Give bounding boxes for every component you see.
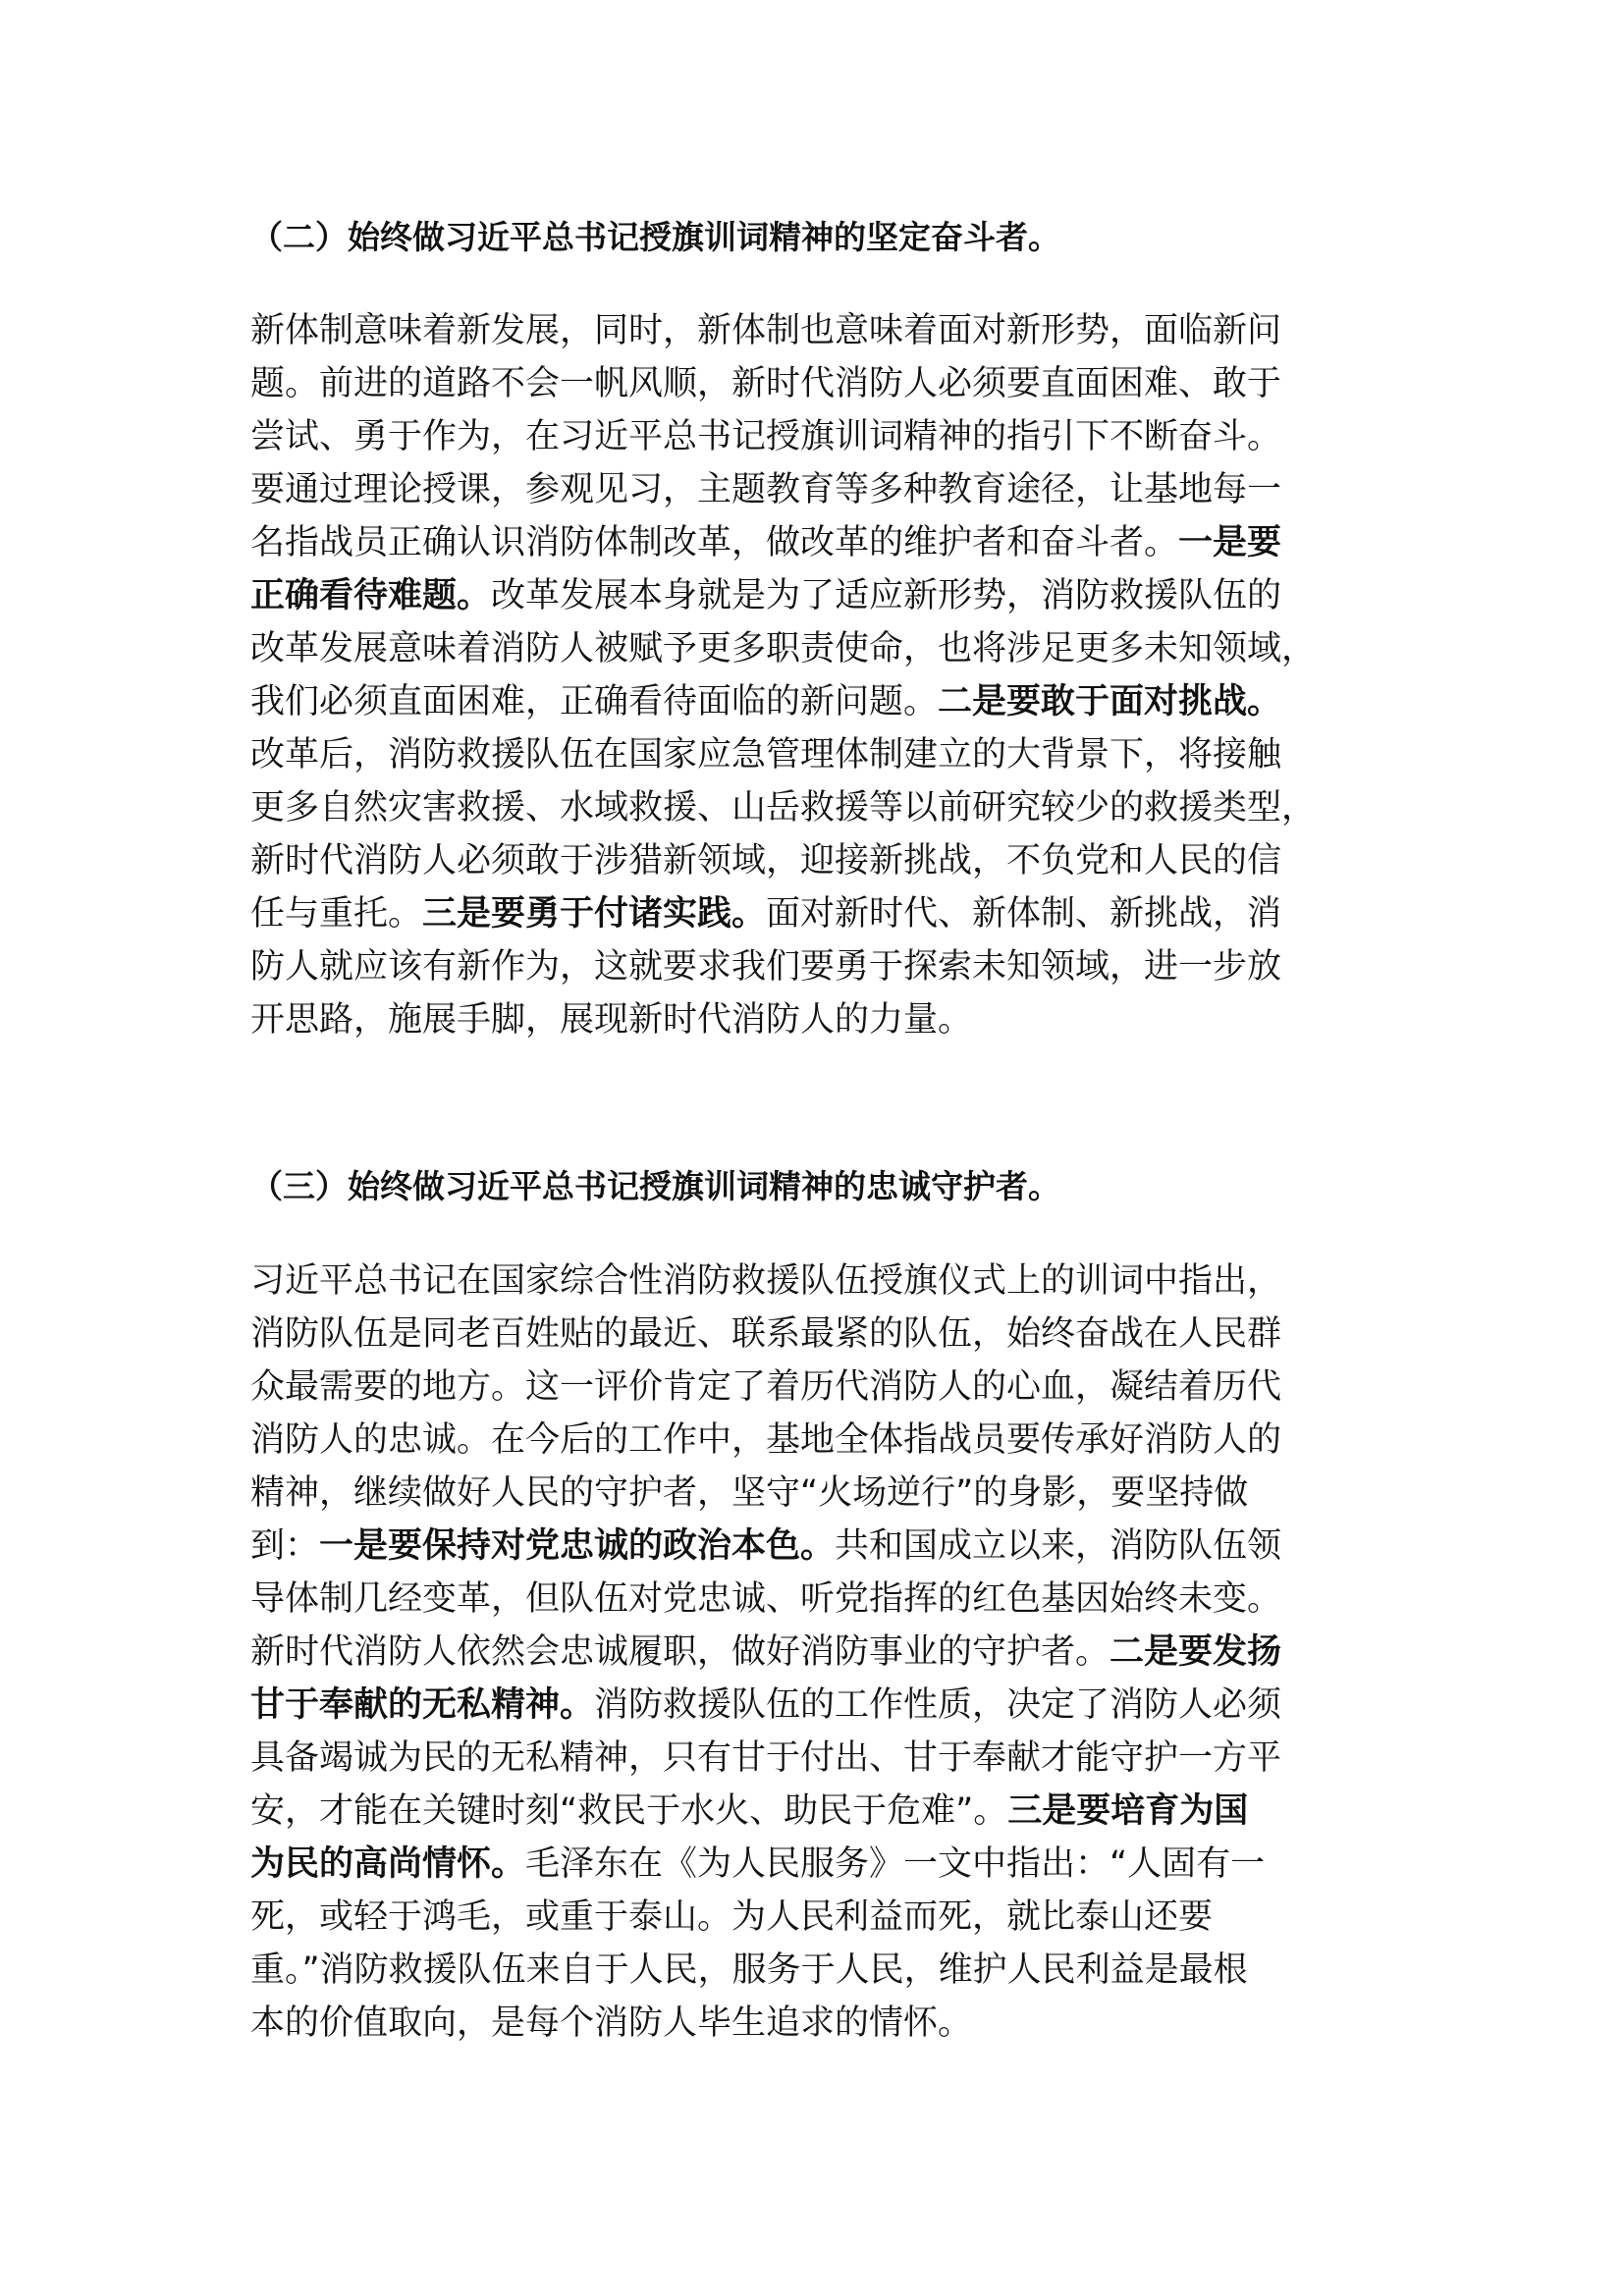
text-line (250, 1308, 1281, 1361)
text-run: 本的价值取向，是每个消防人毕生追求的情怀。 (250, 2003, 973, 2043)
bold-text-run: 一是要保持对党忠诚的政治本色。 (319, 1526, 836, 1566)
text-line (250, 1520, 1281, 1573)
text-run: 毛泽东在《为人民服务》一文中指出：“人固有一 (525, 1844, 1266, 1884)
text-line (250, 1414, 1281, 1467)
bold-text-run: 三是要勇于付诸实践。 (422, 894, 767, 934)
text-line (250, 1361, 1281, 1414)
section-2-paragraph (250, 304, 1316, 1046)
text-run: 题。前进的道路不会一帆风顺，新时代消防人必须要直面困难、敢于 (250, 364, 1282, 403)
text-run: 导体制几经变革，但队伍对党忠诚、听党指挥的红色基因始终未变。 (250, 1579, 1282, 1619)
text-run: 消防队伍是同老百姓贴的最近、联系最紧的队伍，始终奋战在人民群 (250, 1314, 1282, 1354)
text-line (250, 304, 1316, 357)
text-line (250, 1997, 1281, 2050)
text-run: 安，才能在关键时刻“救民于水火、助民于危难”。 (250, 1791, 1008, 1831)
text-run: 新时代消防人依然会忠诚履职，做好消防事业的守护者。 (250, 1632, 1110, 1672)
text-line (250, 728, 1316, 781)
text-line (250, 993, 1316, 1046)
text-run: 消防救援队伍的工作性质，决定了消防人必须 (594, 1685, 1282, 1725)
text-line (250, 463, 1316, 516)
bold-text-run: 二是要发扬 (1110, 1632, 1282, 1672)
text-line (250, 1732, 1281, 1785)
text-run: 改革发展意味着消防人被赋予更多职责使命，也将涉足更多未知领域， (250, 629, 1317, 668)
text-line (250, 675, 1316, 728)
text-run: 具备竭诚为民的无私精神，只有甘于付出、甘于奉献才能守护一方平 (250, 1738, 1282, 1778)
text-run: 精神，继续做好人民的守护者，坚守“火场逆行”的身影，要坚持做 (250, 1473, 1249, 1513)
section-2-heading: （二）始终做习近平总书记授旗训词精神的坚定奋斗者。 (250, 218, 1060, 256)
section-3-heading: （三）始终做习近平总书记授旗训词精神的忠诚守护者。 (250, 1167, 1060, 1205)
bold-text-run: 甘于奉献的无私精神。 (250, 1685, 595, 1725)
text-run: 共和国成立以来，消防队伍领 (835, 1526, 1282, 1566)
text-run: 我们必须直面困难，正确看待面临的新问题。 (250, 682, 939, 721)
text-line (250, 1891, 1281, 1944)
text-run: 消防人的忠诚。在今后的工作中，基地全体指战员要传承好消防人的 (250, 1420, 1282, 1460)
bold-text-run: 正确看待难题。 (250, 576, 492, 615)
text-line (250, 357, 1316, 410)
text-run: 任与重托。 (250, 894, 423, 934)
section-3-paragraph (250, 1255, 1281, 2050)
bold-text-run: 为民的高尚情怀。 (250, 1844, 526, 1884)
text-run: 防人就应该有新作为，这就要求我们要勇于探索未知领域，进一步放 (250, 947, 1282, 987)
document-page (250, 0, 1380, 2296)
text-line (250, 1573, 1281, 1626)
text-run: 改革发展本身就是为了适应新形势，消防救援队伍的 (491, 576, 1282, 615)
text-line (250, 569, 1316, 622)
text-line (250, 940, 1316, 993)
bold-text-run: 二是要敢于面对挑战。 (938, 682, 1282, 721)
text-run: 新时代消防人必须敢于涉猎新领域，迎接新挑战，不负党和人民的信 (250, 841, 1282, 881)
bold-text-run: 一是要 (1178, 523, 1282, 562)
text-line (250, 1838, 1281, 1891)
text-line (250, 887, 1316, 940)
text-run: 重。”消防救援队伍来自于人民，服务于人民，维护人民利益是最根 (250, 1950, 1248, 1990)
text-line (250, 1679, 1281, 1732)
text-line (250, 516, 1316, 569)
text-run: 改革后，消防救援队伍在国家应急管理体制建立的大背景下，将接触 (250, 735, 1282, 774)
text-line (250, 1255, 1281, 1308)
text-run: 面对新时代、新体制、新挑战，消 (766, 894, 1282, 934)
text-line (250, 834, 1316, 887)
text-run: 要通过理论授课，参观见习，主题教育等多种教育途径，让基地每一 (250, 470, 1282, 509)
text-run: 到： (250, 1526, 320, 1566)
text-run: 尝试、勇于作为，在习近平总书记授旗训词精神的指引下不断奋斗。 (250, 417, 1282, 456)
text-run: 习近平总书记在国家综合性消防救援队伍授旗仪式上的训词中指出， (250, 1261, 1282, 1301)
text-run: 开思路，施展手脚，展现新时代消防人的力量。 (250, 1000, 973, 1040)
text-run: 新体制意味着新发展，同时，新体制也意味着面对新形势，面临新问 (250, 311, 1282, 350)
bold-text-run: 三是要培育为国 (1007, 1791, 1249, 1831)
text-run: 死，或轻于鸿毛，或重于泰山。为人民利益而死，就比泰山还要 (250, 1897, 1214, 1937)
text-line (250, 1626, 1281, 1679)
text-line (250, 1467, 1281, 1520)
text-run: 更多自然灾害救援、水域救援、山岳救援等以前研究较少的救援类型， (250, 788, 1317, 828)
text-run: 众最需要的地方。这一评价肯定了着历代消防人的心血，凝结着历代 (250, 1367, 1282, 1407)
text-line (250, 622, 1316, 675)
text-line (250, 781, 1316, 834)
text-line (250, 1944, 1281, 1997)
text-line (250, 1785, 1281, 1838)
text-line (250, 410, 1316, 463)
text-run: 名指战员正确认识消防体制改革，做改革的维护者和奋斗者。 (250, 523, 1179, 562)
